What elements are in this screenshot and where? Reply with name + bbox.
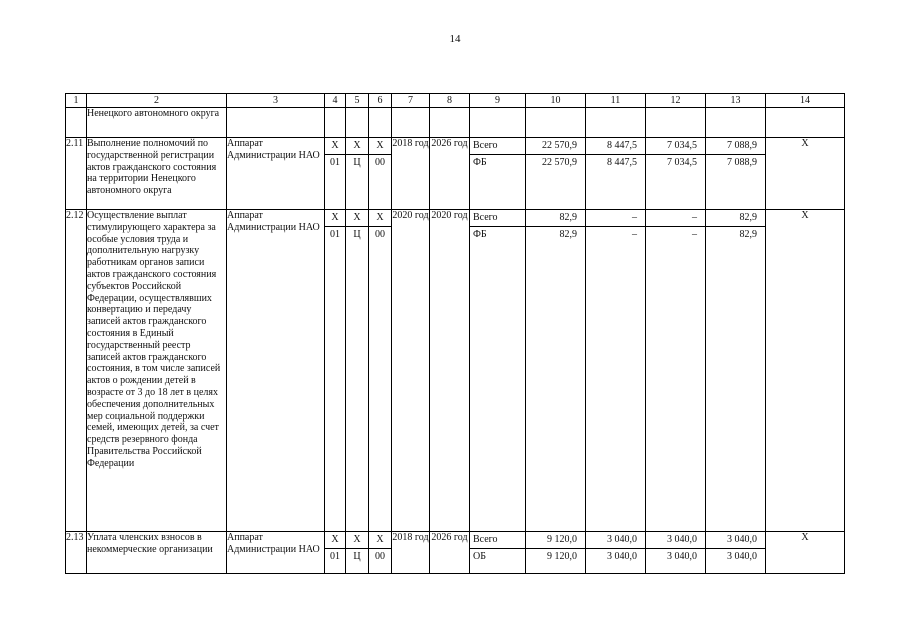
table-row [66, 138, 845, 210]
code-cell: Х 01 [325, 532, 346, 574]
column-number: 1 [66, 94, 87, 108]
funding-source-cell: Всего ФБ [470, 138, 526, 210]
column-number: 10 [526, 94, 586, 108]
column-number: 2 [87, 94, 227, 108]
column-14-value: Х [766, 532, 845, 574]
program-activities-table [65, 93, 845, 574]
amount-cell: 82,9 82,9 [706, 210, 766, 532]
activity-name: Уплата членских взносов в некоммерческие организации [87, 532, 227, 574]
code-cell: Х Ц [346, 138, 369, 210]
page-number: 14 [449, 33, 461, 45]
amount-cell: 8 447,5 8 447,5 [586, 138, 646, 210]
funding-source-cell: Всего ОБ [470, 532, 526, 574]
continuation-text: Ненецкого автономного округа [87, 108, 227, 138]
code-cell: Х 00 [369, 532, 392, 574]
year-start: 2018 год [392, 532, 430, 574]
amount-cell: 82,9 82,9 [526, 210, 586, 532]
code-cell: Х 01 [325, 210, 346, 532]
amount-cell: 7 088,9 7 088,9 [706, 138, 766, 210]
amount-cell: 3 040,0 3 040,0 [586, 532, 646, 574]
code-cell: Х Ц [346, 532, 369, 574]
column-14-value: Х [766, 138, 845, 210]
amount-cell: 3 040,0 3 040,0 [646, 532, 706, 574]
funding-source-cell: Всего ФБ [470, 210, 526, 532]
year-end: 2020 год [430, 210, 470, 532]
column-number-row [66, 94, 845, 108]
column-number: 7 [392, 94, 430, 108]
executor: Аппарат Администрации НАО [227, 532, 325, 574]
amount-cell: 3 040,0 3 040,0 [706, 532, 766, 574]
year-start: 2020 год [392, 210, 430, 532]
code-cell: Х 01 [325, 138, 346, 210]
activity-name: Осуществление выплат стимулирующего характера за особые условия труда и дополнительную нагрузку работникам органов записи актов гражданского состояния субъектов Российской Федерации, осуществлявших конвертацию и передачу записей актов гражданского состояния в Единый государственный реестр записей актов гражданского состояния, в том числе записей актов о рождении детей в возрасте от 3 до 18 лет в целях обеспечения дополнительных мер социальной поддержки семей, имеющих детей, за счет средств резервного фонда Правительства Российской Федерации [87, 210, 227, 532]
activity-name: Выполнение полномочий по государственной регистрации актов гражданского состояния на территории Ненецкого автономного округа [87, 138, 227, 210]
amount-cell: 22 570,9 22 570,9 [526, 138, 586, 210]
column-number: 11 [586, 94, 646, 108]
column-number: 12 [646, 94, 706, 108]
amount-cell: 9 120,0 9 120,0 [526, 532, 586, 574]
executor: Аппарат Администрации НАО [227, 210, 325, 532]
code-cell: Х 00 [369, 210, 392, 532]
column-number: 14 [766, 94, 845, 108]
amount-cell: – – [646, 210, 706, 532]
year-start: 2018 год [392, 138, 430, 210]
row-number: 2.11 [66, 138, 87, 210]
table-row [66, 532, 845, 574]
continuation-row [66, 108, 845, 138]
column-number: 9 [470, 94, 526, 108]
row-number: 2.12 [66, 210, 87, 532]
column-number: 3 [227, 94, 325, 108]
column-number: 8 [430, 94, 470, 108]
year-end: 2026 год [430, 532, 470, 574]
column-number: 4 [325, 94, 346, 108]
code-cell: Х 00 [369, 138, 392, 210]
column-number: 6 [369, 94, 392, 108]
column-14-value: Х [766, 210, 845, 532]
code-cell: Х Ц [346, 210, 369, 532]
amount-cell: – – [586, 210, 646, 532]
column-number: 13 [706, 94, 766, 108]
amount-cell: 7 034,5 7 034,5 [646, 138, 706, 210]
year-end: 2026 год [430, 138, 470, 210]
row-number: 2.13 [66, 532, 87, 574]
table-row [66, 210, 845, 532]
executor: Аппарат Администрации НАО [227, 138, 325, 210]
column-number: 5 [346, 94, 369, 108]
